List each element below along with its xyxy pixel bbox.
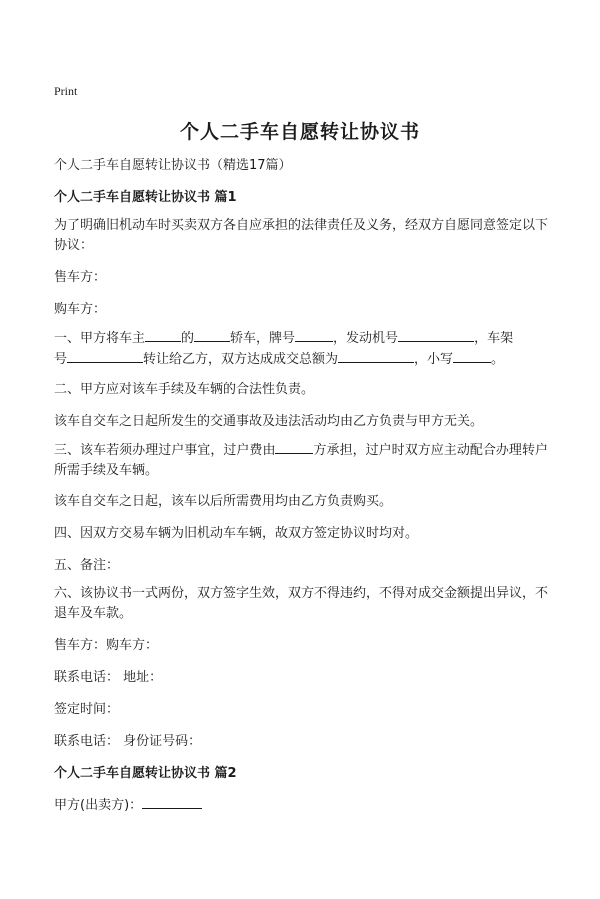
- frame-number-blank: [67, 349, 143, 363]
- contact-address: 联系电话： 地址：: [54, 670, 163, 685]
- clause-1: [54, 328, 548, 370]
- amount-lowercase-blank: [453, 349, 491, 363]
- document-subtitle: 个人二手车自愿转让协议书（精选17篇）: [54, 158, 292, 173]
- clause-6: 六、该协议书一式两份，双方签字生效，双方不得违约，不得对成交金额提出异议，不退车及车款。: [54, 586, 549, 621]
- clause-3-text: 方承担，过户时双方应主动配合办理转户所需手续及车辆。: [54, 443, 548, 478]
- car-model-blank: [194, 328, 230, 342]
- clause-1-text: 转让给乙方，双方达成成交总额为: [143, 352, 339, 367]
- clause-1-text: 一、甲方将车主: [54, 331, 146, 346]
- clause-2-note: 该车自交车之日起所发生的交通事故及违法活动均由乙方负责与甲方无关。: [54, 414, 484, 429]
- plate-number-blank: [295, 328, 333, 342]
- clause-2: 二、甲方应对该车手续及车辆的合法性负责。: [54, 382, 315, 397]
- party-a-line: [54, 794, 202, 813]
- seller-label: 售车方：: [54, 270, 107, 285]
- buyer-label: 购车方：: [54, 302, 107, 317]
- intro-paragraph: 为了明确旧机动车时买卖双方各自应承担的法律责任及义务，经双方自愿同意签定以下协议：: [54, 218, 549, 253]
- section-1-heading: 个人二手车自愿转让协议书 篇1: [54, 190, 237, 205]
- clause-1-text: ，车架: [474, 331, 514, 346]
- party-a-label: 甲方(出卖方)：: [54, 798, 143, 813]
- clause-1-text: 号: [54, 352, 68, 367]
- clause-3-text: 三、该车若须办理过户事宜，过户费由: [54, 443, 276, 458]
- contact-id: 联系电话： 身份证号码：: [54, 734, 202, 749]
- clause-1-text: 轿车，牌号: [230, 331, 296, 346]
- section-2-heading: 个人二手车自愿转让协议书 篇2: [54, 766, 237, 781]
- sign-parties: 售车方：购车方：: [54, 638, 159, 653]
- clause-4: 四、因双方交易车辆为旧机动车车辆，故双方签定协议时均对。: [54, 526, 419, 541]
- clause-5: 五、备注：: [54, 558, 120, 573]
- clause-3-note: 该车自交车之日起，该车以后所需费用均由乙方负责购买。: [54, 494, 393, 509]
- clause-1-text: ，发动机号: [333, 331, 399, 346]
- print-link[interactable]: Print: [54, 84, 78, 98]
- document-title: 个人二手车自愿转让协议书: [179, 121, 420, 143]
- clause-1-text: 。: [491, 352, 505, 367]
- total-amount-blank: [338, 349, 414, 363]
- engine-number-blank: [398, 328, 474, 342]
- owner-blank: [145, 328, 181, 342]
- clause-3: [54, 440, 548, 481]
- party-a-blank: [142, 795, 202, 809]
- sign-time: 签定时间：: [54, 702, 120, 717]
- clause-1-text: ，小写: [414, 352, 454, 367]
- clause-1-text: 的: [181, 331, 195, 346]
- transfer-fee-party-blank: [275, 440, 313, 454]
